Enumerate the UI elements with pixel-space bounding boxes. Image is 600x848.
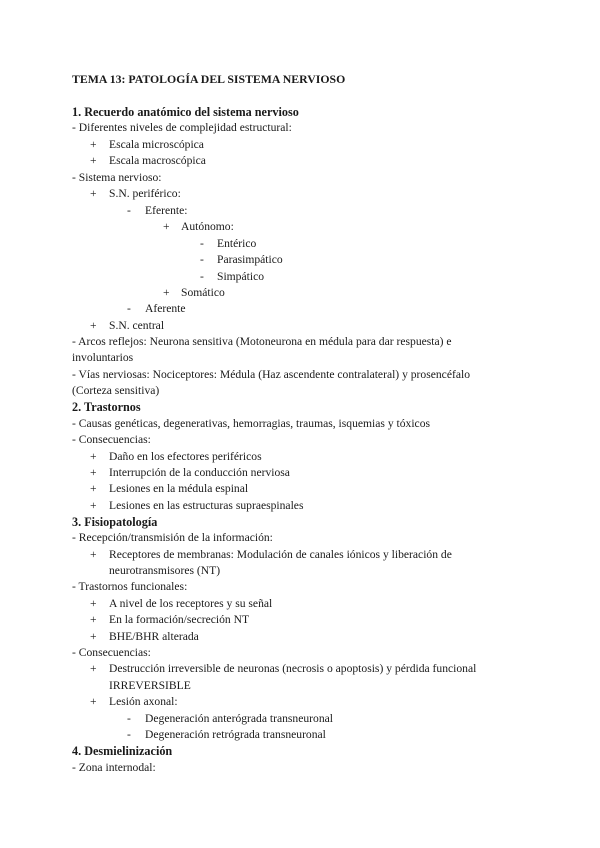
list-item-text: Destrucción irreversible de neuronas (necrosis o apoptosis) y pérdida funcional xyxy=(109,662,477,675)
list-item-text: Interrupción de la conducción nerviosa xyxy=(109,466,290,479)
plus-bullet: + xyxy=(90,662,97,675)
list-item-text: En la formación/secreción NT xyxy=(109,613,250,626)
list-item-text: Entérico xyxy=(217,237,257,250)
list-item-text: Aferente xyxy=(145,302,186,315)
list-item-text: Somático xyxy=(181,286,225,299)
list-item-text: IRREVERSIBLE xyxy=(109,679,191,692)
dash-bullet: - xyxy=(127,712,131,725)
plus-bullet: + xyxy=(90,319,97,332)
section-2-heading: 2. Trastornos xyxy=(72,400,141,414)
list-item: - Vías nerviosas: Nociceptores: Médula (Haz ascendente contralateral) y prosencéfalo xyxy=(72,368,470,381)
plus-bullet: + xyxy=(90,450,97,463)
plus-bullet: + xyxy=(163,220,170,233)
plus-bullet: + xyxy=(90,466,97,479)
list-item-text: Daño en los efectores periféricos xyxy=(109,450,262,463)
plus-bullet: + xyxy=(90,482,97,495)
list-item: - Trastornos funcionales: xyxy=(72,580,188,593)
dash-bullet: - xyxy=(127,302,131,315)
dash-bullet: - xyxy=(200,237,204,250)
list-item-text: S.N. periférico: xyxy=(109,187,181,200)
list-item: - Consecuencias: xyxy=(72,646,151,659)
plus-bullet: + xyxy=(90,187,97,200)
plus-bullet: + xyxy=(90,548,97,561)
dash-bullet: - xyxy=(200,253,204,266)
plus-bullet: + xyxy=(163,286,170,299)
list-item-text: Escala macroscópica xyxy=(109,154,206,167)
list-item-text: Simpático xyxy=(217,270,265,283)
list-item-text: Autónomo: xyxy=(181,220,234,233)
list-item-text: neurotransmisores (NT) xyxy=(109,564,221,577)
list-item-text: Receptores de membranas: Modulación de canales iónicos y liberación de xyxy=(109,548,452,561)
list-item-continuation: involuntarios xyxy=(72,351,134,364)
plus-bullet: + xyxy=(90,630,97,643)
list-item: - Recepción/transmisión de la información: xyxy=(72,531,273,544)
list-item: - Consecuencias: xyxy=(72,433,151,446)
list-item-text: Parasimpático xyxy=(217,253,283,266)
list-item-text: Eferente: xyxy=(145,204,188,217)
list-item: - Zona internodal: xyxy=(72,761,156,774)
list-item: - Diferentes niveles de complejidad estructural: xyxy=(72,121,292,134)
plus-bullet: + xyxy=(90,613,97,626)
list-item: - Sistema nervioso: xyxy=(72,171,162,184)
section-4-heading: 4. Desmielinización xyxy=(72,744,173,758)
list-item-text: Degeneración anterógrada transneuronal xyxy=(145,712,333,725)
list-item-text: A nivel de los receptores y su señal xyxy=(109,597,273,610)
list-item-continuation: (Corteza sensitiva) xyxy=(72,384,160,397)
section-3-heading: 3. Fisiopatología xyxy=(72,515,158,529)
list-item-text: Escala microscópica xyxy=(109,138,204,151)
document-title: TEMA 13: PATOLOGÍA DEL SISTEMA NERVIOSO xyxy=(72,72,346,86)
plus-bullet: + xyxy=(90,499,97,512)
dash-bullet: - xyxy=(200,270,204,283)
section-1-heading: 1. Recuerdo anatómico del sistema nervioso xyxy=(72,105,299,119)
list-item: - Arcos reflejos: Neurona sensitiva (Motoneurona en médula para dar respuesta) e xyxy=(72,335,452,348)
plus-bullet: + xyxy=(90,154,97,167)
plus-bullet: + xyxy=(90,695,97,708)
list-item-text: S.N. central xyxy=(109,319,165,332)
list-item-text: Degeneración retrógrada transneuronal xyxy=(145,728,326,741)
list-item-text: Lesiones en la médula espinal xyxy=(109,482,249,495)
list-item-text: Lesión axonal: xyxy=(109,695,178,708)
list-item-text: Lesiones en las estructuras supraespinales xyxy=(109,499,304,512)
plus-bullet: + xyxy=(90,597,97,610)
list-item-text: BHE/BHR alterada xyxy=(109,630,199,643)
list-item: - Causas genéticas, degenerativas, hemorragias, traumas, isquemias y tóxicos xyxy=(72,417,431,430)
dash-bullet: - xyxy=(127,728,131,741)
plus-bullet: + xyxy=(90,138,97,151)
dash-bullet: - xyxy=(127,204,131,217)
